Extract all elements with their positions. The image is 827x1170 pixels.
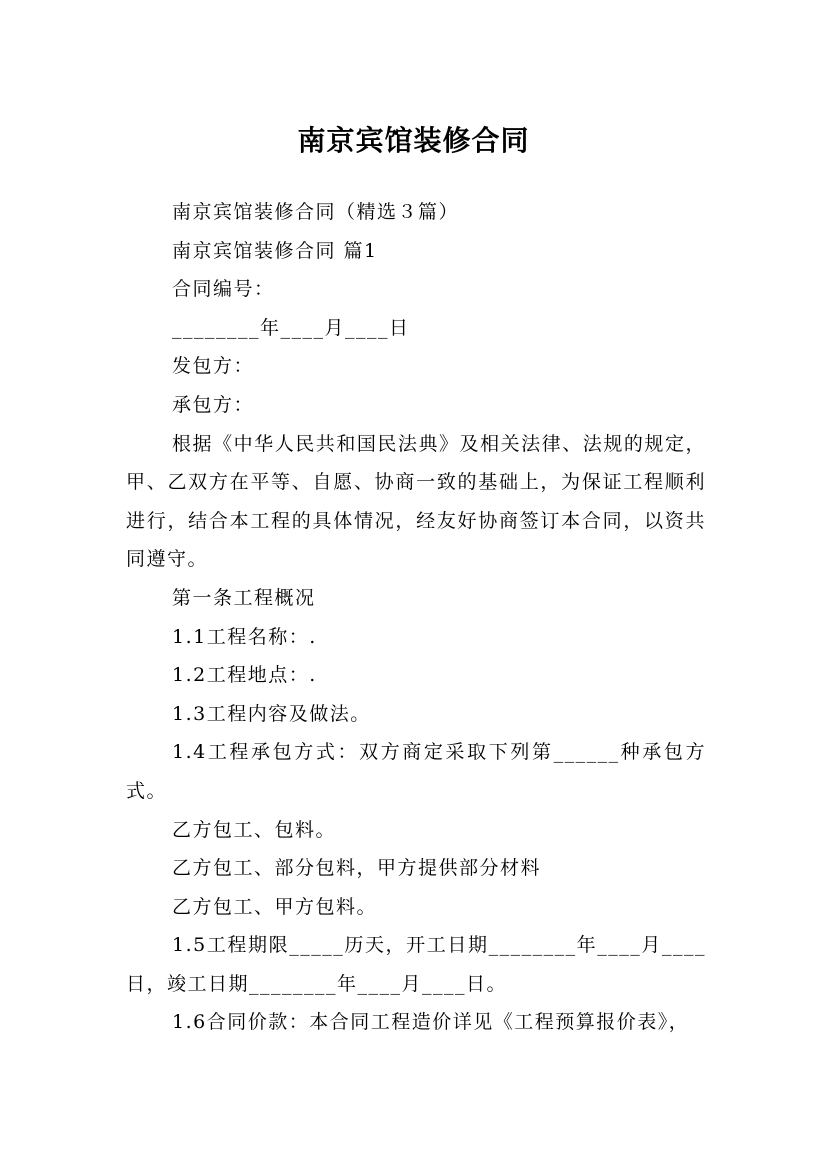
paragraph-project-period: 1.5工程期限_____历天，开工日期________年____月____日，竣工日期________年____月____日。 — [126, 934, 706, 995]
paragraph-employer: 发包方： — [172, 355, 255, 378]
paragraph-date-blank: ________年____月____日 — [172, 316, 410, 339]
paragraph-contract-number: 合同编号： — [172, 278, 275, 301]
paragraph-project-location: 1.2工程地点：. — [172, 664, 317, 687]
paragraph-collection-title: 南京宾馆装修合同（精选３篇） — [172, 201, 460, 223]
document-body — [126, 193, 706, 1042]
paragraph-project-content: 1.3工程内容及做法。 — [172, 702, 371, 725]
paragraph-mode-option-2: 乙方包工、部分包料，甲方提供部分材料 — [172, 857, 542, 880]
paragraph-section-heading: 南京宾馆装修合同 篇1 — [172, 239, 378, 262]
paragraph-contract-mode: 1.4工程承包方式：双方商定采取下列第______种承包方式。 — [126, 741, 706, 802]
paragraph-project-name: 1.1工程名称：. — [172, 625, 317, 648]
paragraph-contract-price: 1.6合同价款：本合同工程造价详见《工程预算报价表》， — [172, 1011, 690, 1034]
paragraph-mode-option-3: 乙方包工、甲方包料。 — [172, 895, 378, 918]
document-title: 南京宾馆装修合同 — [297, 123, 530, 157]
paragraph-preamble: 根据《中华人民共和国民法典》及相关法律、法规的规定，甲、乙双方在平等、自愿、协商一致的基础上，为保证工程顺利进行，结合本工程的具体情况，经友好协商签订本合同，以资共同遵守。 — [126, 432, 706, 571]
paragraph-mode-option-1: 乙方包工、包料。 — [172, 818, 337, 841]
paragraph-article-one: 第一条工程概况 — [172, 586, 316, 609]
paragraph-contractor: 承包方： — [172, 393, 255, 416]
